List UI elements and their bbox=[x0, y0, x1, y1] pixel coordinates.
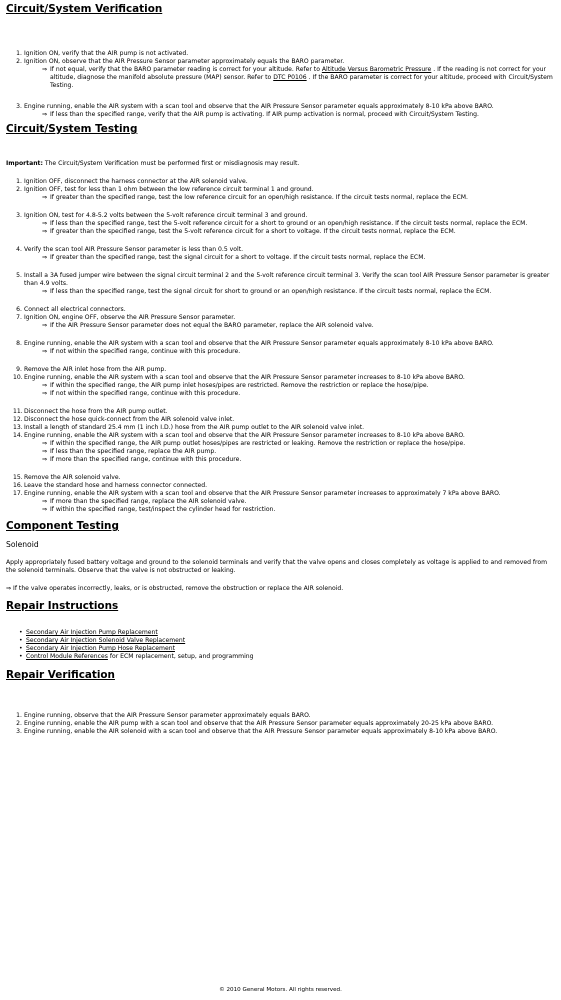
heading-circuit-system-testing: Circuit/System Testing bbox=[6, 123, 138, 135]
dtc-p0106-link[interactable]: DTC P0106 bbox=[273, 74, 307, 81]
component-result: ⇒ If the valve operates incorrectly, leaks, or is obstructed, remove the obstruction or replace the AIR solenoid. bbox=[6, 585, 344, 592]
testing-step-13: 13. Install a length of standard 25.4 mm (1 inch I.D.) hose from the AIR pump outlet to the AIR solenoid valve inlet. bbox=[13, 424, 365, 431]
verification-step-2-result: ⇒ If not equal, verify that the BARO parameter reading is correct for your altitude. Refer to Altitude Versus Barometric Pressure . If the reading is not correct for your altitude, diagnose the manifold absolute pressure (MAP) sensor. Refer to DTC P0106 . If the BARO parameter is correct for your altitude, proceed with Circuit/System Testing. bbox=[38, 66, 555, 90]
testing-step-9: 9. Remove the AIR inlet hose from the AIR pump. bbox=[16, 366, 167, 373]
altitude-vs-baro-link[interactable]: Altitude Versus Barometric Pressure bbox=[321, 66, 432, 73]
control-module-references-link[interactable]: Control Module References bbox=[26, 653, 108, 660]
solenoid-valve-replacement-link[interactable]: Secondary Air Injection Solenoid Valve Replacement bbox=[26, 637, 186, 644]
testing-step-3: 3. Ignition ON, test for 4.8-5.2 volts between the 5-volt reference circuit terminal 3 and ground. ⇒ If less than the specified range, test the 5-volt reference circuit for a short to ground or an open/high resistance. If the circuit tests normal, replace the ECM. ⇒ If greater than the specified range, test the 5-volt reference circuit for a short to voltage. If the circuit tests normal, replace the ECM. bbox=[24, 212, 555, 236]
testing-step-2: 2. Ignition OFF, test for less than 1 ohm between the low reference circuit terminal 1 and ground. ⇒ If greater than the specified range, test the low reference circuit for an open/high resistance. If the circuit tests normal, replace the ECM. bbox=[24, 186, 555, 202]
testing-step-17: 17. Engine running, enable the AIR system with a scan tool and observe that the AIR Pressure Sensor parameter increases to approximately 7 kPa above BARO. ⇒ If more than the specified range, replace the AIR solenoid valve. ⇒ If within the specified range, test/inspect the cylinder head for restriction. bbox=[24, 490, 555, 514]
verification-step-2: 2. Ignition ON, observe that the AIR Pressure Sensor parameter approximately equals the BARO parameter. ⇒ If not equal, verify that the BARO parameter reading is correct for your altitude. Refer to Altitude Versus Barometric Pressure . If the reading is not correct for your altitude, diagnose the manifold absolute pressure (MAP) sensor. Refer to DTC P0106 . If the BARO parameter is correct for your altitude, proceed with Circuit/System Testing. bbox=[24, 58, 555, 90]
verification-step-3-result: ⇒ If less than the specified range, verify that the AIR pump is activating. If AIR pump activation is normal, proceed with Circuit/System Testing. bbox=[38, 111, 555, 119]
heading-circuit-system-verification: Circuit/System Verification bbox=[6, 3, 163, 15]
testing-step-10: 10. Engine running, enable the AIR system with a scan tool and observe that the AIR Pressure Sensor parameter increases to 8-10 kPa above BARO. ⇒ If within the specified range, the AIR pump inlet hoses/pipes are restricted. Remove the restriction or replace the hose/pipe. ⇒ If not within the specified range, continue with this procedure. bbox=[24, 374, 555, 398]
testing-step-8: 8. Engine running, enable the AIR system with a scan tool and observe that the AIR Pressure Sensor parameter equals approximately 8-10 kPa above BARO. ⇒ If not within the specified range, continue with this procedure. bbox=[24, 340, 555, 356]
testing-step-14: 14. Engine running, enable the AIR system with a scan tool and observe that the AIR Pressure Sensor parameter increases to 8-10 kPa above BARO. ⇒ If within the specified range, the AIR pump outlet hoses/pipes are restricted or leaking. Remove the restriction or replace the hose/pipe. ⇒ If less than the specified range, replace the AIR pump. ⇒ If more than the specified range, continue with this procedure. bbox=[24, 432, 555, 464]
repair-links bbox=[6, 629, 555, 661]
component-subheading: Solenoid bbox=[6, 540, 39, 549]
testing-step-1: 1. Ignition OFF, disconnect the harness connector at the AIR solenoid valve. bbox=[16, 178, 248, 185]
heading-component-testing: Component Testing bbox=[6, 520, 119, 532]
pump-replacement-link[interactable]: Secondary Air Injection Pump Replacement bbox=[26, 629, 158, 636]
testing-step-11: 11. Disconnect the hose from the AIR pump outlet. bbox=[13, 408, 168, 415]
testing-step-12: 12. Disconnect the hose quick-connect from the AIR solenoid valve inlet. bbox=[13, 416, 235, 423]
repair-item-4: • Control Module References for ECM replacement, setup, and programming bbox=[26, 653, 555, 661]
testing-step-7: 7. Ignition ON, engine OFF, observe the AIR Pressure Sensor parameter. ⇒ If the AIR Pressure Sensor parameter does not equal the BARO parameter, replace the AIR solenoid valve. bbox=[24, 314, 555, 330]
repair-item-2 bbox=[26, 637, 555, 645]
testing-step-6: 6. Connect all electrical connectors. bbox=[16, 306, 126, 313]
repair-verification-step-1: 1. Engine running, observe that the AIR Pressure Sensor parameter approximately equals BARO. bbox=[16, 712, 311, 719]
repair-item-3 bbox=[26, 645, 555, 653]
heading-repair-verification: Repair Verification bbox=[6, 669, 115, 681]
repair-item-1 bbox=[26, 629, 555, 637]
verification-step-3: 3. Engine running, enable the AIR system with a scan tool and observe that the AIR Pressure Sensor parameter equals approximately 8-10 kPa above BARO. ⇒ If less than the specified range, verify that the AIR pump is activating. If AIR pump activation is normal, proceed with Circuit/System Testing. bbox=[24, 103, 555, 119]
heading-repair-instructions: Repair Instructions bbox=[6, 600, 119, 612]
repair-verification-steps bbox=[6, 712, 555, 736]
arrow-icon: ⇒ bbox=[6, 585, 12, 592]
testing-steps bbox=[6, 178, 555, 514]
important-note: Important: The Circuit/System Verification must be performed first or misdiagnosis may result. bbox=[6, 160, 300, 167]
pump-hose-replacement-link[interactable]: Secondary Air Injection Pump Hose Replacement bbox=[26, 645, 175, 652]
testing-step-5: 5. Install a 3A fused jumper wire between the signal circuit terminal 2 and the 5-volt reference circuit terminal 3. Verify the scan tool AIR Pressure Sensor parameter is greater than 4.9 volts. ⇒ If less than the specified range, test the signal circuit for short to ground or an open/high resistance. If the circuit tests normal, replace the ECM. bbox=[24, 272, 555, 296]
repair-verification-step-3: 3. Engine running, enable the AIR solenoid with a scan tool and observe that the AIR Pressure Sensor parameter equals approximately 8-10 kPa above BARO. bbox=[16, 728, 498, 735]
testing-step-4: 4. Verify the scan tool AIR Pressure Sensor parameter is less than 0.5 volt. ⇒ If greater than the specified range, test the signal circuit for a short to voltage. If the circuit tests normal, replace the ECM. bbox=[24, 246, 555, 262]
component-paragraph: Apply appropriately fused battery voltage and ground to the solenoid terminals and verify that the valve opens and closes completely as voltage is applied to and removed from the solenoid terminals. Observe that the valve is not obstructed or leaking. bbox=[6, 559, 548, 574]
verification-steps bbox=[6, 50, 555, 119]
testing-step-16: 16. Leave the standard hose and harness connector connected. bbox=[13, 482, 208, 489]
repair-verification-step-2: 2. Engine running, enable the AIR pump with a scan tool and observe that the AIR Pressure Sensor parameter equals approximately 20-25 kPa above BARO. bbox=[16, 720, 494, 727]
copyright-footer: © 2010 General Motors. All rights reserved. bbox=[219, 987, 342, 993]
verification-step-1: 1. Ignition ON, verify that the AIR pump is not activated. bbox=[16, 50, 189, 57]
testing-step-15: 15. Remove the AIR solenoid valve. bbox=[13, 474, 121, 481]
